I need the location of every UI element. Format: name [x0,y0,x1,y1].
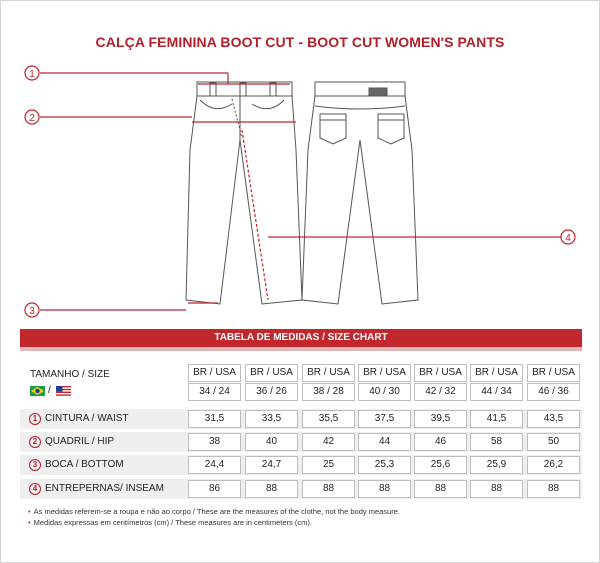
column-header: BR / USA [245,364,298,382]
measure-cell: 88 [358,480,411,498]
bullet-icon: • [28,507,31,516]
row-marker-3: 3 [29,459,41,471]
svg-text:2: 2 [29,113,35,124]
note-1: • As medidas referem-se a roupa e não ao corpo / These are the measures of the clothe, not the body measure. [28,507,400,516]
size-cell: 34 / 24 [188,383,241,401]
row-marker-1: 1 [29,413,41,425]
usa-flag-icon [56,386,71,396]
column-header: BR / USA [470,364,523,382]
size-cell: 44 / 34 [470,383,523,401]
measure-cell: 31,5 [188,410,241,428]
size-cell: 38 / 28 [302,383,355,401]
marker-2 [25,110,39,124]
brazil-flag-icon [30,386,45,396]
measure-cell: 38 [188,433,241,451]
size-cell: 40 / 30 [358,383,411,401]
column-header: BR / USA [302,364,355,382]
measure-cell: 58 [470,433,523,451]
measure-cell: 25,3 [358,456,411,474]
measure-cell: 24,7 [245,456,298,474]
row-label-inseam: ENTREPERNAS/ INSEAM [45,483,164,494]
marker-3 [25,303,39,317]
row-label-bottom: BOCA / BOTTOM [45,459,124,470]
flags-separator: / [48,385,51,396]
measure-cell: 35,5 [302,410,355,428]
page-title: CALÇA FEMININA BOOT CUT - BOOT CUT WOMEN'S PANTS [95,34,505,50]
bullet-icon: • [28,518,31,527]
size-label: TAMANHO / SIZE [30,369,110,380]
marker-1 [25,66,39,80]
measure-cell: 46 [414,433,467,451]
svg-text:4: 4 [565,233,571,244]
row-marker-4: 4 [29,483,41,495]
note-2: • Medidas expressas em centímetros (cm) / These measures are in centimeters (cm). [28,518,312,527]
size-cell: 36 / 26 [245,383,298,401]
back-pants-drawing [302,82,418,304]
measure-cell: 40 [245,433,298,451]
measure-cell: 39,5 [414,410,467,428]
size-cell: 46 / 36 [527,383,580,401]
row-marker-2: 2 [29,436,41,448]
measure-cell: 25,9 [470,456,523,474]
measure-cell: 33,5 [245,410,298,428]
size-chart-banner: TABELA DE MEDIDAS / SIZE CHART [20,329,582,347]
svg-text:1: 1 [29,69,35,80]
measure-cell: 42 [302,433,355,451]
column-header: BR / USA [358,364,411,382]
measure-cell: 25 [302,456,355,474]
measure-cell: 88 [470,480,523,498]
front-pants-drawing [186,82,302,304]
measure-cell: 50 [527,433,580,451]
svg-text:3: 3 [29,306,35,317]
row-label-waist: CINTURA / WAIST [45,413,129,424]
measure-cell: 44 [358,433,411,451]
measure-cell: 88 [527,480,580,498]
column-header: BR / USA [527,364,580,382]
measurement-lines [40,73,563,310]
measure-cell: 25,6 [414,456,467,474]
measure-cell: 88 [245,480,298,498]
measure-cell: 41,5 [470,410,523,428]
measure-cell: 24,4 [188,456,241,474]
size-cell: 42 / 32 [414,383,467,401]
measure-cell: 43,5 [527,410,580,428]
banner-shadow [20,347,582,351]
column-header: BR / USA [414,364,467,382]
row-label-hip: QUADRIL / HIP [45,436,115,447]
measure-cell: 26,2 [527,456,580,474]
measure-cell: 88 [414,480,467,498]
marker-4 [561,230,575,244]
measure-cell: 88 [302,480,355,498]
measure-cell: 37,5 [358,410,411,428]
column-header: BR / USA [188,364,241,382]
measure-cell: 86 [188,480,241,498]
